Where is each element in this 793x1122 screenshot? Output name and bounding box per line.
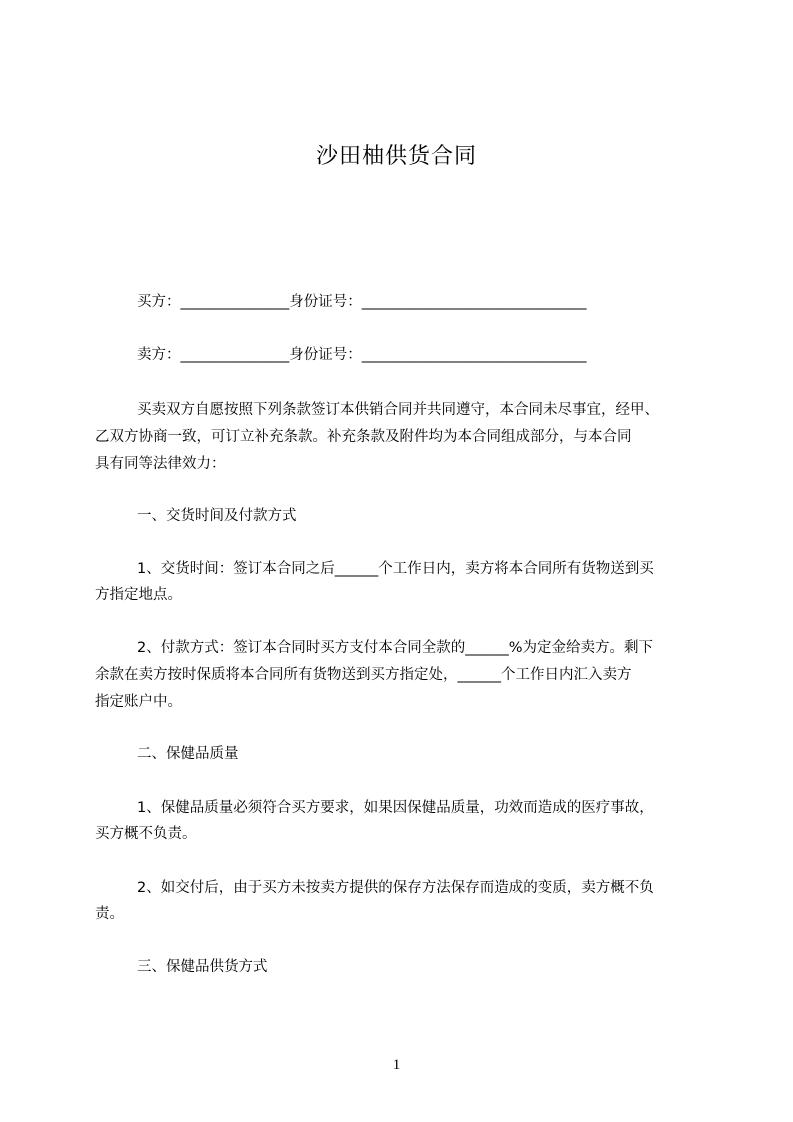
paragraph-line: 方指定地点。: [95, 587, 182, 603]
page-number: 1: [392, 1057, 401, 1073]
section-heading: 二、保健品质量: [137, 746, 239, 762]
paragraph-line: 指定账户中。: [95, 694, 182, 710]
paragraph-line: 1、交货时间：签订本合同之后______个工作日内，卖方将本合同所有货物送到买: [137, 561, 654, 577]
paragraph-line: 2、如交付后，由于买方未按卖方提供的保存方法保存而造成的变质，卖方概不负: [137, 880, 654, 896]
paragraph-line: 1、保健品质量必须符合买方要求，如果因保健品质量，功效而造成的医疗事故，: [137, 800, 654, 816]
paragraph-line: 具有同等法律效力：: [95, 456, 226, 472]
buyer-line: 买方：_______________身份证号：_______________________________: [137, 294, 587, 310]
section-heading: 三、保健品供货方式: [137, 959, 268, 975]
paragraph-line: 买方概不负责。: [95, 826, 197, 842]
paragraph-line: 余款在卖方按时保质将本合同所有货物送到买方指定处，______个工作日内汇入卖方: [95, 667, 632, 683]
paragraph-line: 责。: [95, 906, 124, 922]
seller-line: 卖方：_______________身份证号：_______________________________: [137, 347, 587, 363]
paragraph-line: 乙双方协商一致，可订立补充条款。补充条款及附件均为本合同组成部分，与本合同: [95, 429, 632, 445]
paragraph-line: 2、付款方式：签订本合同时买方支付本合同全款的______%为定金给卖方。剩下: [137, 640, 654, 656]
document-title: 沙田柚供货合同: [315, 144, 477, 169]
paragraph-line: 买卖双方自愿按照下列条款签订本供销合同并共同遵守，本合同未尽事宜，经甲、: [137, 402, 659, 418]
section-heading: 一、交货时间及付款方式: [137, 508, 297, 524]
